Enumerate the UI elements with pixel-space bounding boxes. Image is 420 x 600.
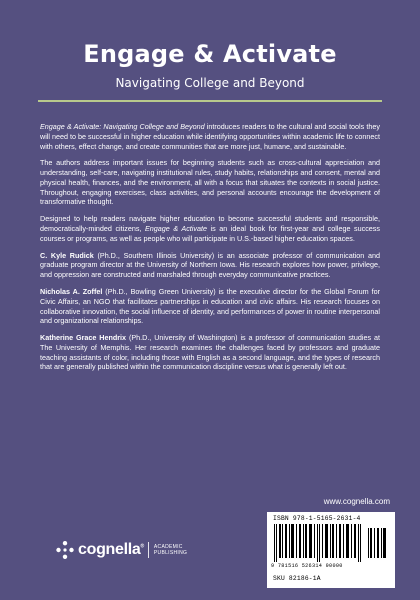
blurb: [40, 122, 380, 379]
author-bio-zoffel: [40, 287, 380, 326]
intro-text: introduces readers to the cultural and social tools they will need to be successful in higher education while identifying opportunities within academic life to connect with others, effect change, and create communities that are more just, humane, and sustainable.: [40, 122, 381, 151]
book-subtitle: Navigating College and Beyond: [115, 76, 305, 90]
author-bio-text: (Ph.D., Southern Illinois University) is an associate professor of communication and graduate program director at the University of Northern Iowa. His research explores how power, privilege, and oppression are constructed and marshaled through everyday communicative practices.: [40, 250, 380, 280]
audience-paragraph: Designed to help readers navigate higher education to become successful students and responsible, democratically-minded citizens, Engage & Activate is an ideal book for first-year and college success courses or programs, as well as people who will participate in U.S.-based higher education spaces.: [40, 214, 380, 243]
barcode-image: [272, 524, 390, 562]
barcode-panel: [267, 512, 395, 588]
sku-label: SKU 82186-1A: [273, 575, 321, 582]
author-name: C. Kyle Rudick: [40, 250, 94, 260]
author-bio-text: (Ph.D., Bowling Green University) is the executive director for the Global Forum for Civic Affairs, an NGO that facilitates partnerships in education and civic affairs. His research focuses on collaborative innovation, the social influence of identity, and performances of power in routine interpersonal and organizational relationships.: [40, 286, 380, 326]
logo-divider: [148, 542, 149, 558]
price-code: 90000: [325, 563, 343, 569]
logo-wordmark: cognella®: [78, 541, 144, 558]
intro-book-title: Engage & Activate: Navigating College and Beyond: [40, 122, 205, 131]
divider-rule: [38, 100, 382, 102]
issues-paragraph: The authors address important issues for beginning students such as cross-cultural appreciation and understanding, self-care, navigating institutional rules, study habits, relationships and consent, mental and physical health, finances, and the environment, all with a focus that situates the contexts in social justice. Throughout, engaging exercises, class activities, and personal accounts encourage the development of transformative thought.: [40, 158, 380, 207]
author-bio-text: (Ph.D., University of Washington) is a professor of communication studies at The University of Memphis. Her research examines the challenges faced by professors and graduate teaching assistants of color, including those with English as a second language, and the types of research that are generally published within the communication discipline versus what is generally left out.: [40, 333, 380, 372]
author-bio-rudick: [40, 251, 380, 280]
publisher-url: www.cognella.com: [323, 497, 390, 506]
author-bio-hendrix: [40, 333, 380, 372]
isbn-label: ISBN 978-1-5165-2631-4: [273, 515, 361, 522]
publisher-logo: [55, 540, 187, 560]
audience-book-title: Engage & Activate: [144, 224, 207, 234]
cognella-logo-icon: [55, 540, 75, 560]
logo-tagline: ACADEMIC PUBLISHING: [153, 543, 188, 556]
intro-paragraph: [40, 122, 380, 151]
book-title: Engage & Activate: [83, 40, 337, 68]
author-name: Nicholas A. Zoffel: [40, 286, 103, 296]
author-name: Katherine Grace Hendrix: [40, 333, 127, 343]
barcode-digits: 9 781516 526314 90000: [271, 563, 343, 569]
